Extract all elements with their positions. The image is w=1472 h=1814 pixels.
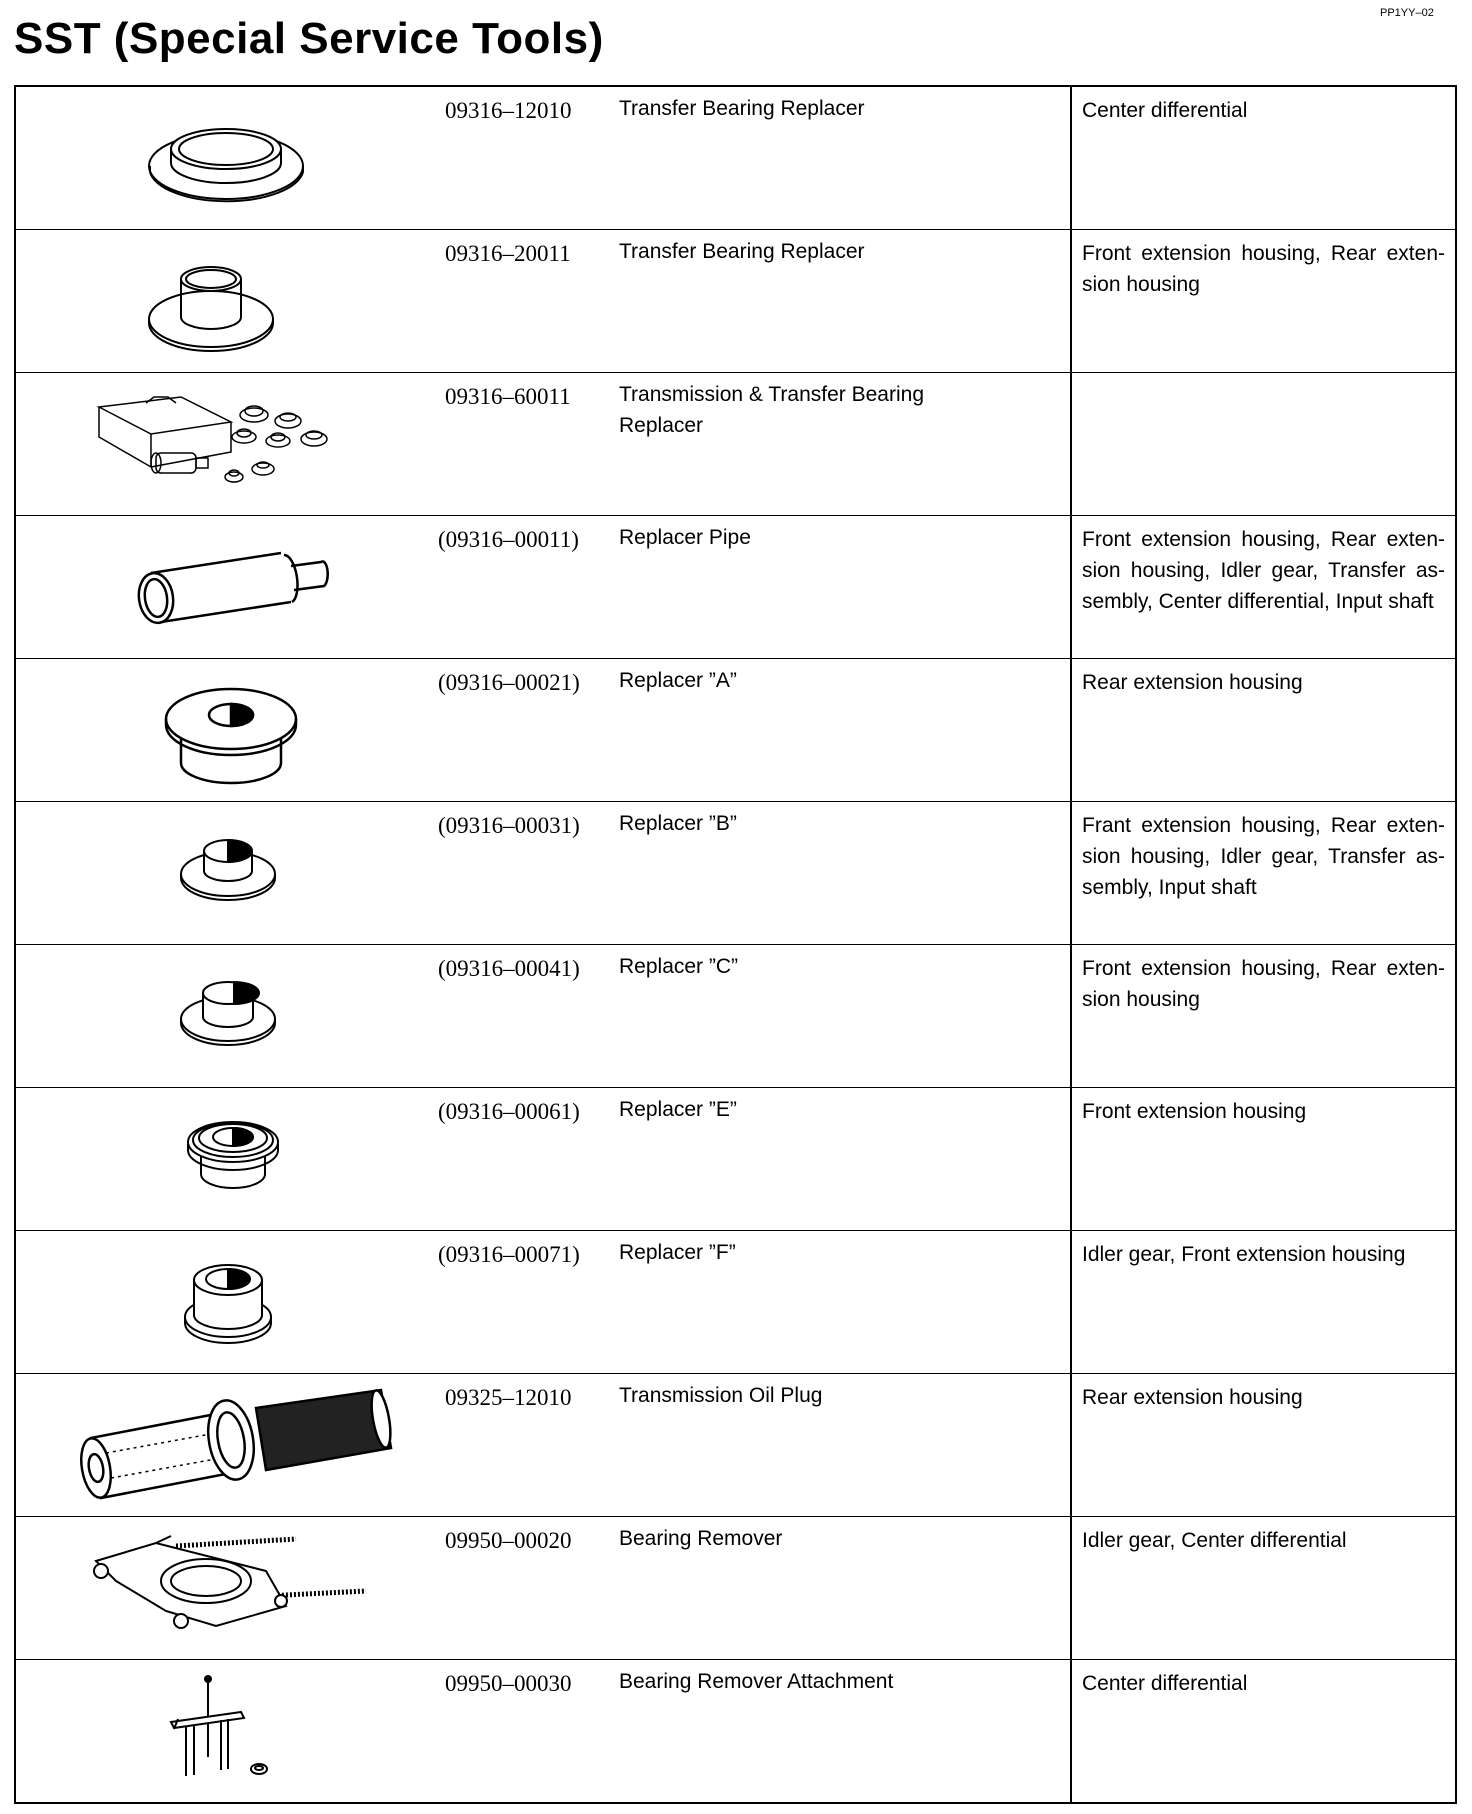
- tool-use: Front extension housing, Rear exten-sion housing: [1071, 945, 1456, 1088]
- bearing-replacer-icon: [66, 91, 396, 225]
- table-row: [15, 86, 1456, 230]
- tool-name: Replacer ”F”: [619, 1241, 736, 1264]
- tool-cell: [15, 945, 1071, 1088]
- tool-name: Transmission & Transfer Bearing Replacer: [619, 383, 925, 437]
- tool-cell: [15, 230, 1071, 373]
- tool-cell: [15, 1088, 1071, 1231]
- tool-name: Replacer ”E”: [619, 1098, 737, 1121]
- tool-cell: [15, 1374, 1071, 1517]
- tool-cell: [15, 373, 1071, 516]
- tool-name: Bearing Remover: [619, 1527, 783, 1550]
- remover-attachment-icon: [66, 1664, 396, 1798]
- part-number: (09316–00071): [438, 1242, 580, 1267]
- part-number: 09316–60011: [445, 384, 571, 409]
- replacer-kit-icon: [66, 377, 396, 511]
- part-number: (09316–00041): [438, 956, 580, 981]
- part-number: 09316–20011: [445, 241, 571, 266]
- replacer-f-icon: [66, 1235, 396, 1369]
- table-row: [15, 1517, 1456, 1660]
- table-row: [15, 1374, 1456, 1517]
- tool-name: Replacer ”C”: [619, 955, 739, 978]
- tool-cell: [15, 1517, 1071, 1660]
- page-title: SST (Special Service Tools): [14, 14, 604, 63]
- tool-name: Bearing Remover Attachment: [619, 1670, 894, 1693]
- tool-use: Center differential: [1071, 1660, 1456, 1804]
- table-row: [15, 516, 1456, 659]
- part-number: (09316–00011): [438, 527, 579, 552]
- replacer-a-icon: [66, 663, 396, 797]
- tool-name: Transfer Bearing Replacer: [619, 97, 865, 120]
- tool-cell: [15, 86, 1071, 230]
- part-number: (09316–00031): [438, 813, 580, 838]
- tool-name: Transfer Bearing Replacer: [619, 240, 865, 263]
- tool-use: Front extension housing: [1071, 1088, 1456, 1231]
- tool-name: Replacer Pipe: [619, 526, 751, 549]
- table-row: [15, 1660, 1456, 1804]
- tool-use: Idler gear, Center differential: [1071, 1517, 1456, 1660]
- oil-plug-icon: [66, 1378, 396, 1512]
- table-row: [15, 1231, 1456, 1374]
- sst-table: [14, 85, 1457, 1804]
- table-row: [15, 373, 1456, 516]
- part-number: 09950–00030: [445, 1671, 572, 1696]
- tool-cell: [15, 659, 1071, 802]
- tool-name: Transmission Oil Plug: [619, 1384, 823, 1407]
- tool-use: Idler gear, Front extension housing: [1071, 1231, 1456, 1374]
- tool-use: Front extension housing, Rear exten-sion housing, Idler gear, Transfer as-sembly, Center differential, Input shaft: [1071, 516, 1456, 659]
- part-number: 09950–00020: [445, 1528, 572, 1553]
- tool-name: Replacer ”B”: [619, 812, 737, 835]
- part-number: (09316–00061): [438, 1099, 580, 1124]
- tool-use: Rear extension housing: [1071, 659, 1456, 802]
- document-code: PP1YY–02: [1380, 7, 1434, 19]
- replacer-b-icon: [66, 806, 396, 940]
- table-row: [15, 659, 1456, 802]
- tool-cell: [15, 516, 1071, 659]
- part-number: 09316–12010: [445, 98, 572, 123]
- tool-use: Front extension housing, Rear exten-sion housing: [1071, 230, 1456, 373]
- bearing-remover-icon: [66, 1521, 396, 1655]
- replacer-e-icon: [66, 1092, 396, 1226]
- tool-cell: [15, 1660, 1071, 1804]
- part-number: 09325–12010: [445, 1385, 572, 1410]
- tool-cell: [15, 1231, 1071, 1374]
- part-number: (09316–00021): [438, 670, 580, 695]
- table-row: [15, 802, 1456, 945]
- bearing-replacer-icon: [66, 234, 396, 368]
- table-row: [15, 945, 1456, 1088]
- tool-cell: [15, 802, 1071, 945]
- tool-use: [1071, 373, 1456, 516]
- tool-use: Frant extension housing, Rear exten-sion housing, Idler gear, Transfer as-sembly, Input shaft: [1071, 802, 1456, 945]
- replacer-c-icon: [66, 949, 396, 1083]
- table-row: [15, 1088, 1456, 1231]
- tool-use: Rear extension housing: [1071, 1374, 1456, 1517]
- replacer-pipe-icon: [66, 520, 396, 654]
- table-row: [15, 230, 1456, 373]
- tool-name: Replacer ”A”: [619, 669, 737, 692]
- tool-use: Center differential: [1071, 86, 1456, 230]
